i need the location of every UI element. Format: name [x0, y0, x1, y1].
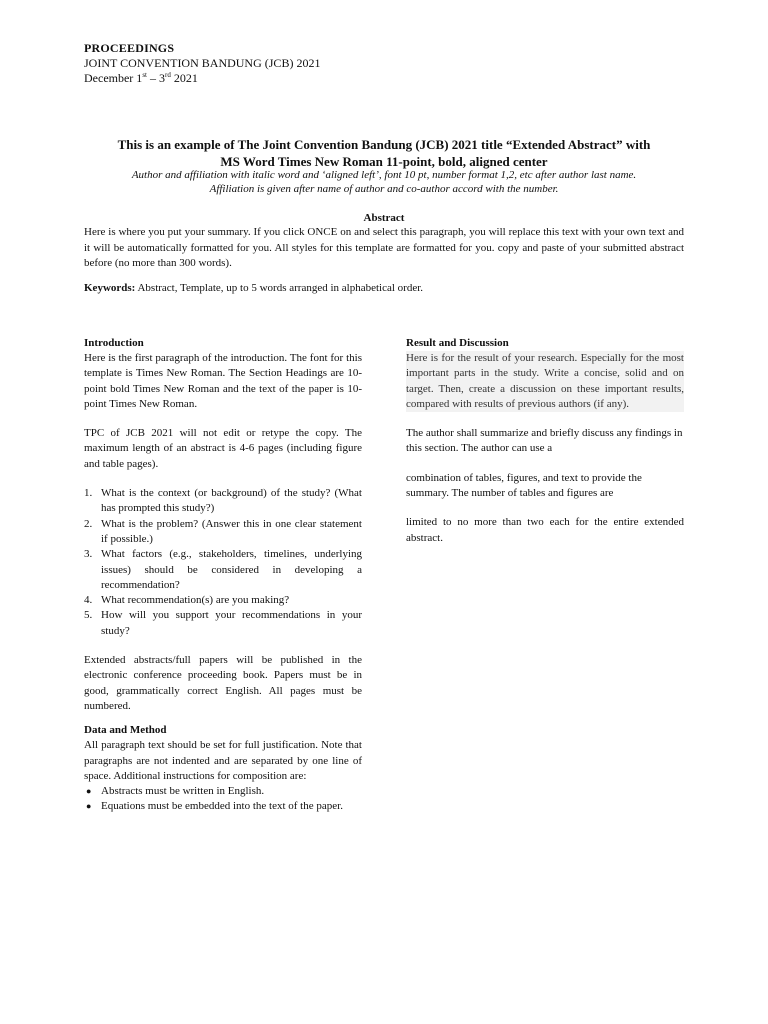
abstract-body: Here is where you put your summary. If you click ONCE on and select this paragraph, you will replace this text with your own text and it will be automatically formatted for you. All styles for this template are formatted for you. copy and paste of your submitted abstract before (no more than 300 words).	[84, 226, 684, 269]
bullet-item	[84, 784, 362, 799]
author-affiliation	[84, 168, 684, 196]
affiliation-line-2: Affiliation is given after name of author and co-author accord with the number.	[209, 183, 559, 195]
title-line-1: This is an example of The Joint Convention Bandung (JCB) 2021 title “Extended Abstract” with	[117, 137, 651, 152]
list-number: 3.	[84, 548, 93, 561]
list-number: 5.	[84, 609, 93, 622]
keywords-line	[84, 281, 684, 295]
date-text-1: December 1	[84, 71, 143, 85]
convention-name: JOINT CONVENTION BANDUNG (JCB) 2021	[84, 56, 321, 70]
data-method-heading: Data and Method	[84, 724, 167, 737]
bullet-item	[84, 799, 362, 814]
bullet-text: Equations must be embedded into the text of the paper.	[101, 800, 343, 813]
list-item	[84, 593, 362, 608]
paper-title	[84, 136, 684, 170]
bullet-icon: ●	[86, 801, 92, 812]
list-item	[84, 517, 362, 548]
proceedings-label: PROCEEDINGS	[84, 41, 175, 55]
convention-date	[84, 71, 320, 86]
date-sup-1: st	[142, 71, 147, 79]
list-number: 1.	[84, 487, 93, 500]
intro-paragraph-2: TPC of JCB 2021 will not edit or retype the copy. The maximum length of an abstract is 4-6 pages (including figure and table pages).	[84, 427, 362, 470]
left-column	[84, 336, 362, 815]
results-paragraph-4: limited to no more than two each for the entire extended abstract.	[406, 516, 684, 544]
list-text: What recommendation(s) are you making?	[101, 594, 290, 607]
question-list	[84, 486, 362, 639]
list-item	[84, 547, 362, 593]
keywords-label: Keywords:	[84, 282, 136, 294]
introduction-heading: Introduction	[84, 337, 144, 349]
method-paragraph-1: All paragraph text should be set for full justification. Note that paragraphs are not indented and are separated by one line of space. Additional instructions for composition are:	[84, 739, 362, 782]
results-paragraph-2: The author shall summarize and briefly discuss any findings in this section. The author can use a	[406, 427, 683, 455]
list-item	[84, 486, 362, 517]
date-text-3: 2021	[170, 71, 198, 85]
bullet-text: Abstracts must be written in English.	[101, 785, 265, 798]
list-number: 2.	[84, 517, 93, 530]
list-text: How will you support your recommendations in your study?	[101, 609, 362, 637]
keywords-text: Abstract, Template, up to 5 words arranged in alphabetical order.	[135, 282, 424, 294]
list-number: 4.	[84, 594, 93, 607]
intro-paragraph-3: Extended abstracts/full papers will be published in the electronic conference proceeding book. Papers must be in good, grammatically correct English. All pages must be numbered.	[84, 654, 362, 712]
abstract-heading: Abstract	[363, 212, 405, 224]
results-paragraph-3: combination of tables, figures, and text to provide the summary. The number of tables and figures are	[406, 471, 642, 500]
list-text: What is the problem? (Answer this in one clear statement if possible.)	[101, 517, 362, 545]
right-column	[406, 336, 684, 546]
date-sup-2: rd	[164, 71, 171, 79]
bullet-icon: ●	[86, 786, 92, 797]
proceedings-header	[84, 41, 320, 86]
list-text: What is the context (or background) of the study? (What has prompted this study?)	[101, 487, 362, 515]
affiliation-line-1: Author and affiliation with italic word and ‘aligned left’, font 10 pt, number format 1,2, etc after author last name.	[131, 169, 637, 181]
instruction-bullets	[84, 784, 362, 815]
list-text: What factors (e.g., stakeholders, timelines, underlying issues) should be considered in developing a recommendation?	[101, 548, 362, 591]
title-line-2: MS Word Times New Roman 11-point, bold, aligned center	[220, 154, 548, 169]
list-item	[84, 608, 362, 639]
intro-paragraph-1: Here is the first paragraph of the introduction. The font for this template is Times New Roman. The Section Headings are 10-point bold Times New Roman and the text of the paper is 10-point Times New Roman.	[84, 352, 362, 410]
results-paragraph-1: Here is for the result of your research. Especially for the most important parts in the study. Write a concise, solid and on target. Then, create a discussion on these important results, compared with results of previous authors (if any).	[406, 351, 684, 412]
results-heading: Result and Discussion	[406, 337, 509, 349]
date-text-2: – 3	[146, 71, 165, 85]
